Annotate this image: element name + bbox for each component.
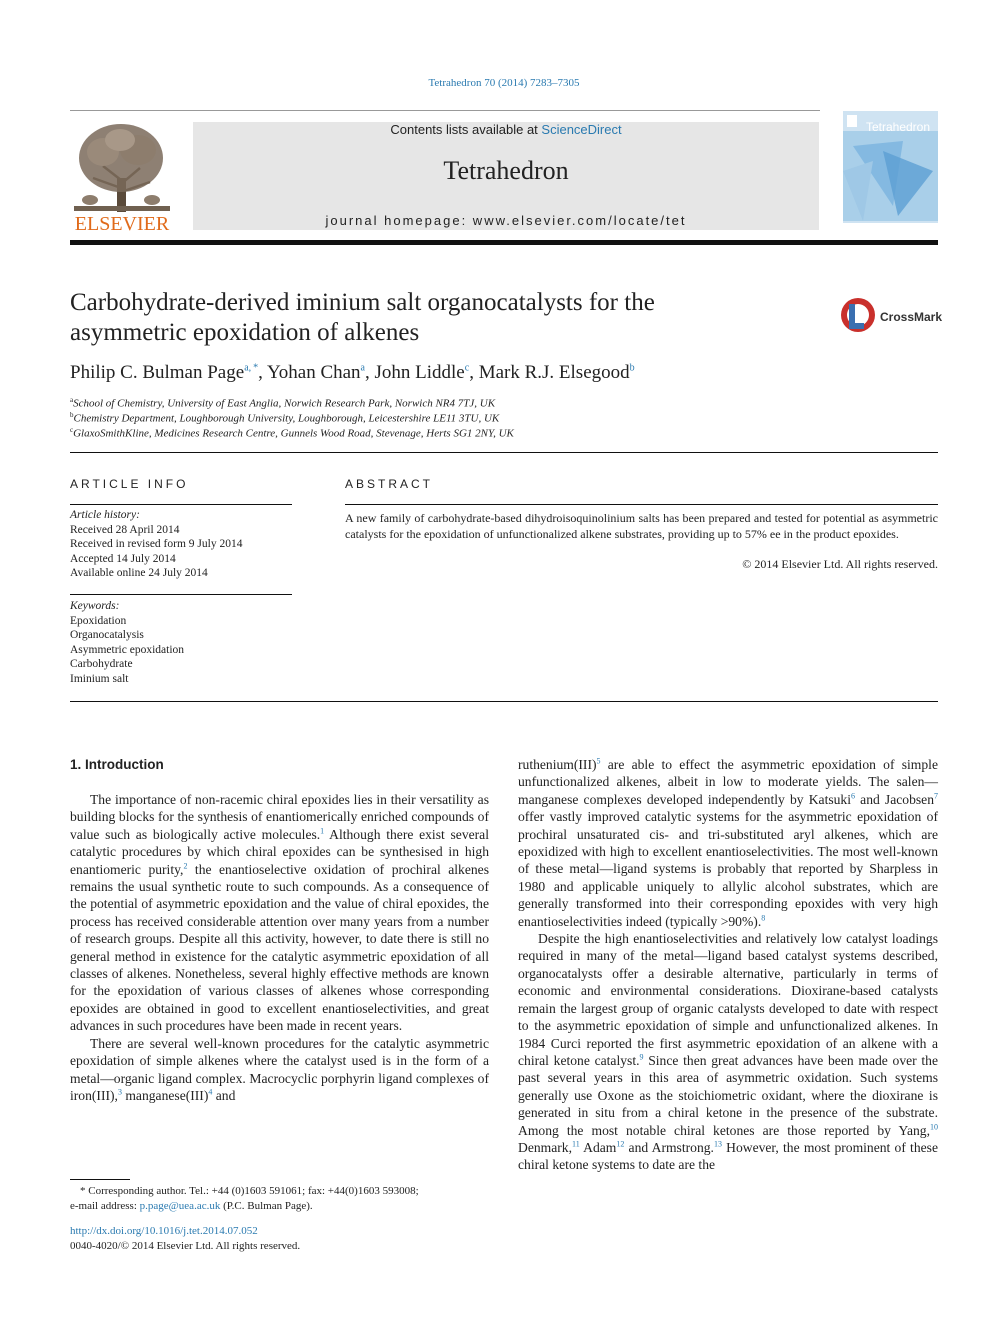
keywords-block [70, 599, 292, 686]
elsevier-wordmark: ELSEVIER [74, 213, 170, 233]
affiliation-text: GlaxoSmithKline, Medicines Research Centre, Gunnels Wood Road, Stevenage, Herts SG1 2NY, UK [73, 427, 514, 440]
contents-line [193, 122, 819, 137]
article-title [70, 288, 810, 348]
author-affiliation-marker[interactable]: a, * [244, 362, 259, 374]
author-name: John Liddle [374, 362, 465, 383]
affiliation-marker: a [70, 396, 74, 404]
history-online: Available online 24 July 2014 [70, 567, 208, 579]
email-label: e-mail address: [70, 1200, 140, 1212]
affiliation-marker: b [70, 411, 74, 419]
journal-cover[interactable] [843, 111, 938, 231]
keyword: Asymmetric epoxidation [70, 643, 185, 656]
citation-reference[interactable]: 9 [639, 1052, 644, 1062]
affiliation-c [70, 423, 830, 441]
keywords-label: Keywords: [70, 600, 120, 612]
history-revised: Received in revised form 9 July 2014 [70, 538, 243, 550]
email-link[interactable]: p.page@uea.ac.uk [139, 1200, 221, 1212]
history-accepted: Accepted 14 July 2014 [70, 552, 176, 565]
elsevier-tree-icon [68, 118, 176, 233]
section-heading-introduction: 1. Introduction [70, 757, 164, 772]
keyword: Epoxidation [70, 614, 127, 627]
citation-reference[interactable]: 4 [208, 1087, 213, 1097]
citation-reference[interactable]: 3 [117, 1087, 122, 1097]
history-received: Received 28 April 2014 [70, 523, 180, 536]
author-separator: , [258, 362, 267, 383]
crossmark-icon [840, 296, 950, 336]
author-list [70, 362, 830, 384]
paragraph-left-2: There are several well-known procedures for the catalytic asymmetric epoxidation of simple alkenes where the catalyst used is in the form of a metal—organic ligand complex. Macrocyclic porphyrin ligand complexes of iron(III),$^3$ manganese(III)$^4$ and [70, 1035, 489, 1103]
keywords-rule [70, 594, 292, 595]
author-name: Philip C. Bulman Page [70, 362, 245, 383]
article-history-label: Article history: [70, 509, 140, 521]
left-column [70, 791, 489, 1104]
corresponding-author-footnote [70, 1184, 489, 1214]
abstract-rule [345, 504, 938, 505]
article-info-heading: ARTICLE INFO [70, 477, 189, 491]
crossmark-label: CrossMark [880, 310, 943, 324]
affiliation-text: Chemistry Department, Loughborough University, Loughborough, Leicestershire LE11 3TU, UK [73, 412, 500, 425]
article-history [70, 508, 292, 581]
journal-homepage[interactable]: journal homepage: www.elsevier.com/locate/tet [325, 213, 687, 228]
author-name: Yohan Chan [266, 362, 361, 383]
author-separator: , [469, 362, 479, 383]
footnote-rule [70, 1179, 130, 1180]
citation-reference[interactable]: 12 [616, 1139, 625, 1149]
keyword: Iminium salt [70, 672, 129, 685]
author-affiliation-marker[interactable]: b [629, 362, 635, 374]
article-title-line-2: asymmetric epoxidation of alkenes [70, 319, 420, 346]
author-name: Mark R.J. Elsegood [478, 362, 630, 383]
journal-cover-image [843, 111, 938, 231]
paragraph-right-2: Despite the high enantioselectivities and relatively low catalyst loadings required in many of the metal—ligand based catalyst systems described, organocatalysts offer a desirable alternative, particularly in terms of economic and environmental considerations. Dioxirane-based catalysts remain the largest group of organic catalysts developed to date with respect to the asymmetric epoxidation of simple and unfunctionalized alkenes. In 1984 Curci reported the first asymmetric epoxidation of an alkene with a chiral ketone catalyst.$^9$ Since then great advances have been made over the past several years in this area of asymmetric oxidation. Such systems generally use Oxone as the stoichiometric oxidant, where the dioxirane is generated in situ from a chiral ketone in the presence of the substrate. Among the most notable chiral ketones are those reported by Yang,$^{10}$ Denmark,$^{11}$ Adam$^{12}$ and Armstrong.$^{13}$ However, the most prominent of these chiral ketone systems to date are the [518, 931, 938, 1173]
right-column [518, 756, 938, 1174]
paragraph-right-1: ruthenium(III)$^5$ are able to effect the asymmetric epoxidation of simple unfunctionalized alkenes, albeit in low to moderate yields. The salen—manganese complexes developed independently by Katsuki$^6$ and Jacobsen$^7$ offer vastly improved catalytic systems for the asymmetric epoxidation of prochiral unsaturated cis- and tri-substituted aryl alkenes, which are epoxidized with high to excellent enantioselectivities. The most well-known of these metal—ligand systems is probably that reported by Sharpless in 1980 and applicable uniquely to allylic alcohol substrates, which are generally transformed into their corresponding epoxides with very high enantioselectivities indeed (typically >90%).$^8$ [518, 756, 939, 929]
citation-reference[interactable]: 2 [183, 861, 188, 871]
header-thick-rule [70, 240, 938, 245]
affiliation-marker: c [70, 426, 74, 434]
affiliation-divider [70, 452, 938, 453]
abstract-heading: ABSTRACT [345, 477, 434, 491]
article-title-line-1: Carbohydrate-derived iminium salt organocatalysts for the [70, 289, 655, 316]
journal-banner [193, 122, 819, 230]
abstract-copyright: © 2014 Elsevier Ltd. All rights reserved. [742, 557, 938, 571]
email-owner: (P.C. Bulman Page). [220, 1200, 313, 1212]
contents-prefix: Contents lists available at [390, 122, 542, 137]
paragraph-left-1: The importance of non-racemic chiral epoxides lies in their versatility as building blocks for the synthesis of enantiomerically enriched compounds of value such as biologically active molecules.$^1$ Although there exist several catalytic procedures by which chiral epoxides can be synthesised in high enantiomeric purity,$^2$ the enantioselective oxidation of prochiral alkenes remains the usual synthetic route to such compounds. As a consequence of the potential of asymmetric epoxidation and the value of chiral epoxides, the process has received considerable attention over many years from a number of research groups. Despite all this activity, however, to date there is still no general method in existence for the catalytic asymmetric epoxidation of all classes of alkenes. Nonetheless, several highly effective methods are known for the epoxidation of various classes of alkenes whose corresponding epoxides are obtained in good to excellent enantioselectivities, and great advances in such procedures have been made in recent years. [70, 792, 490, 1034]
affiliation-text: School of Chemistry, University of East Anglia, Norwich Research Park, Norwich NR4 7TJ, UK [73, 397, 496, 410]
sciencedirect-link[interactable]: ScienceDirect [541, 122, 622, 137]
author-affiliation-marker[interactable]: a [360, 362, 365, 374]
issn-copyright: 0040-4020/© 2014 Elsevier Ltd. All rights reserved. [70, 1240, 301, 1252]
author-separator: , [365, 362, 375, 383]
crossmark-badge[interactable] [840, 296, 950, 336]
citation-reference[interactable]: 5 [596, 756, 601, 766]
author-affiliation-marker[interactable]: c [464, 362, 470, 374]
elsevier-logo [68, 118, 176, 233]
citation-reference[interactable]: 8 [761, 913, 766, 923]
citation-reference[interactable]: 1 [320, 826, 325, 836]
header-divider [70, 110, 820, 111]
citation-reference[interactable]: 10 [930, 1122, 938, 1131]
journal-title: Tetrahedron [443, 156, 569, 185]
keyword: Carbohydrate [70, 658, 133, 670]
front-matter-divider [70, 701, 938, 702]
journal-citation[interactable]: Tetrahedron 70 (2014) 7283–7305 [428, 77, 580, 89]
doi-link[interactable]: http://dx.doi.org/10.1016/j.tet.2014.07.052 [70, 1225, 258, 1237]
article-info-rule [70, 504, 292, 505]
citation-reference[interactable]: 11 [571, 1139, 580, 1149]
abstract-text: A new family of carbohydrate-based dihydroisoquinolinium salts has been prepared and tested for potential as asymmetric catalysts for the epoxidation of unfunctionalized alkene substrates, providing up to 57% ee in the product epoxides. [345, 511, 938, 541]
keyword: Organocatalysis [70, 629, 144, 641]
citation-reference[interactable]: 6 [851, 791, 856, 801]
citation-reference[interactable]: 7 [934, 791, 939, 801]
corresponding-author-text: * Corresponding author. Tel.: +44 (0)1603 591061; fax: +44(0)1603 593008; [80, 1185, 419, 1197]
cover-title: Tetrahedron [865, 120, 931, 134]
citation-reference[interactable]: 13 [713, 1139, 722, 1149]
